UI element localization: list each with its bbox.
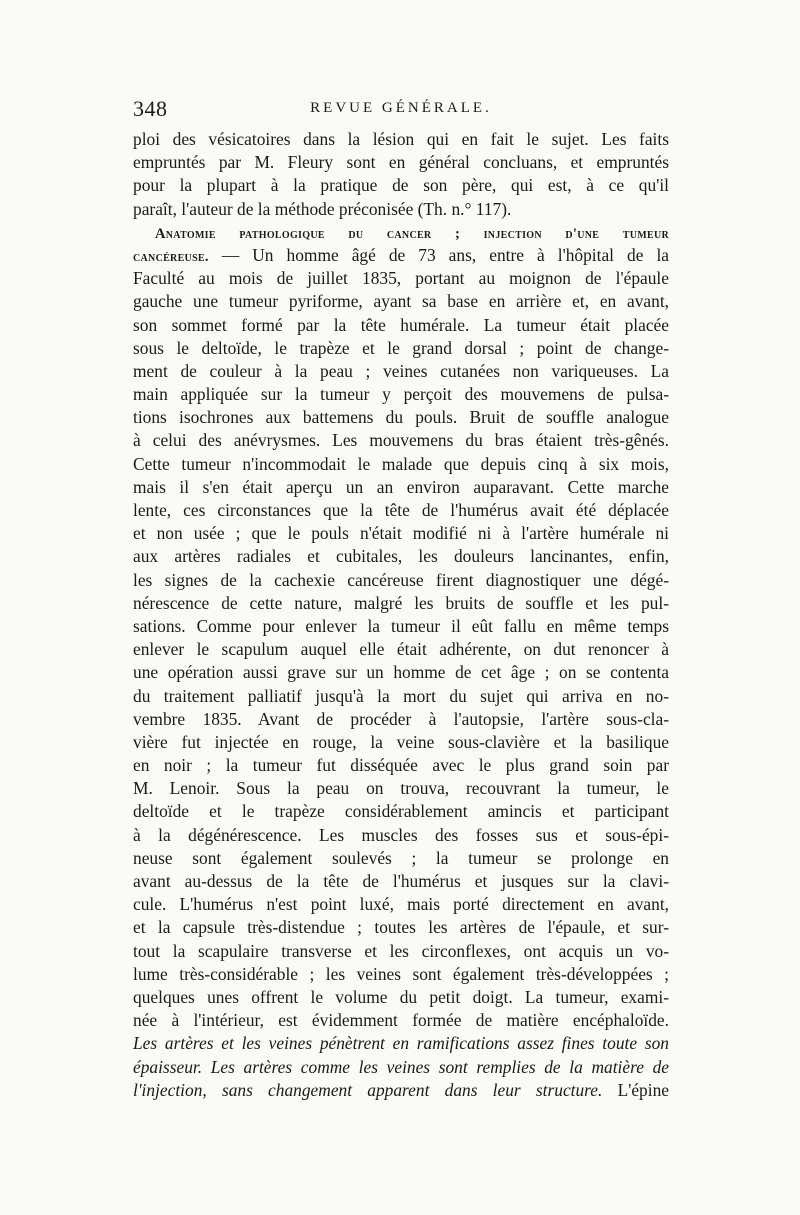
text-line: enlever le scapulum auquel elle était adhérente, on dut renoncer à [133,639,669,660]
text-line: les signes de la cachexie cancéreuse firent diagnostiquer une dégé- [133,569,669,590]
text-line: aux artères radiales et cubitales, les douleurs lancinantes, enfin, [133,546,669,567]
text-line: lume très-considérable ; les veines sont également très-développées ; [133,963,669,984]
text-line: à celui des anévrysmes. Les mouvemens du bras étaient très-gênés. [133,430,669,451]
text-line: deltoïde et le trapèze considérablement amincis et participant [133,801,669,822]
final-line-roman: L'épine [602,1079,669,1100]
running-head: REVUE GÉNÉRALE. [310,100,492,116]
section-heading-line [133,221,669,244]
text-line: une opération aussi grave sur un homme de cet âge ; on se contenta [133,662,669,683]
text-line: avant au-dessus de la tête de l'humérus et jusques sur la clavi- [133,871,669,891]
text-line: quelques unes offrent le volume du petit doigt. La tumeur, exami- [133,986,669,1007]
text-line: son sommet formé par la tête humérale. La tumeur était placée [133,314,669,335]
text-line: en noir ; la tumeur fut disséquée avec le plus grand soin par [133,755,669,776]
text-line: vière fut injectée en rouge, la veine sous-clavière et la basilique [133,731,669,752]
text-line: née à l'intérieur, est évidemment formée de matière encéphaloïde. [133,1010,669,1031]
text-line: mais il s'en était aperçu un an environ auparavant. Cette marche [133,476,669,497]
text-line: du traitement palliatif jusqu'à la mort du sujet qui arriva en no- [133,685,669,706]
italic-text-line: épaisseur. Les artères comme les veines sont remplies de la matière de [133,1056,669,1077]
text-line: M. Lenoir. Sous la peau on trouva, recouvrant la tumeur, le [133,778,669,799]
text-line: Cette tumeur n'incommodait le malade que depuis cinq à six mois, [133,453,669,474]
text-line: lente, ces circonstances que la tête de l'humérus avait été déplacée [133,500,669,520]
text-line: paraît, l'auteur de la méthode préconisée (Th. n.° 117). [133,198,512,219]
body-text [133,128,669,1102]
text-line: sous le deltoïde, le trapèze et le grand dorsal ; point de change- [133,337,669,358]
text-line: à la dégénérescence. Les muscles des fosses sus et sous-épi- [133,824,669,845]
text-line: Faculté au mois de juillet 1835, portant au moignon de l'épaule [133,268,669,289]
section-first-line [133,244,669,267]
text-line: pour la plupart à la pratique de son père, qui est, à ce qu'il [133,175,669,196]
final-line-italic: l'injection, sans changement apparent dans leur structure. [133,1079,603,1100]
text-line: cule. L'humérus n'est point luxé, mais porté directement en avant, [133,894,669,915]
page-number: 348 [133,96,168,121]
section-first-line-text: — Un homme âgé de 73 ans, entre à l'hôpital de la [208,244,669,265]
section-lead-in: Anatomie pathologique du cancer ; injection d'une tumeur [155,225,669,242]
text-line: nérescence de cette nature, malgré les bruits de souffle et les pul- [133,592,669,613]
text-line: gauche une tumeur pyriforme, ayant sa base en arrière et, en avant, [133,291,669,312]
final-text-line [133,1079,669,1102]
text-line: et la capsule très-distendue ; toutes les artères de l'épaule, et sur- [133,917,669,938]
text-line: main appliquée sur la tumeur y perçoit des mouvemens de pulsa- [133,384,669,405]
text-line: et non usée ; que le pouls n'était modifié ni à l'artère humérale ni [133,523,669,544]
text-line: sations. Comme pour enlever la tumeur il eût fallu en même temps [133,615,669,636]
text-line: tions isochrones aux battemens du pouls. Bruit de souffle analogue [133,407,669,428]
text-line: tout la scapulaire transverse et les circonflexes, ont acquis un vo- [133,940,669,961]
text-line: vembre 1835. Avant de procéder à l'autopsie, l'artère sous-cla- [133,708,669,729]
text-line: neuse sont également soulevés ; la tumeur se prolonge en [133,847,669,868]
text-line: empruntés par M. Fleury sont en général concluans, et empruntés [133,152,669,173]
text-line: ploi des vésicatoires dans la lésion qui en fait le sujet. Les faits [133,129,669,149]
italic-text-line: Les artères et les veines pénètrent en ramifications assez fines toute son [133,1033,669,1054]
text-line: ment de couleur à la peau ; veines cutanées non variqueuses. La [133,360,669,381]
page-header [133,96,669,120]
section-lead-in-end: cancéreuse. [133,248,209,265]
